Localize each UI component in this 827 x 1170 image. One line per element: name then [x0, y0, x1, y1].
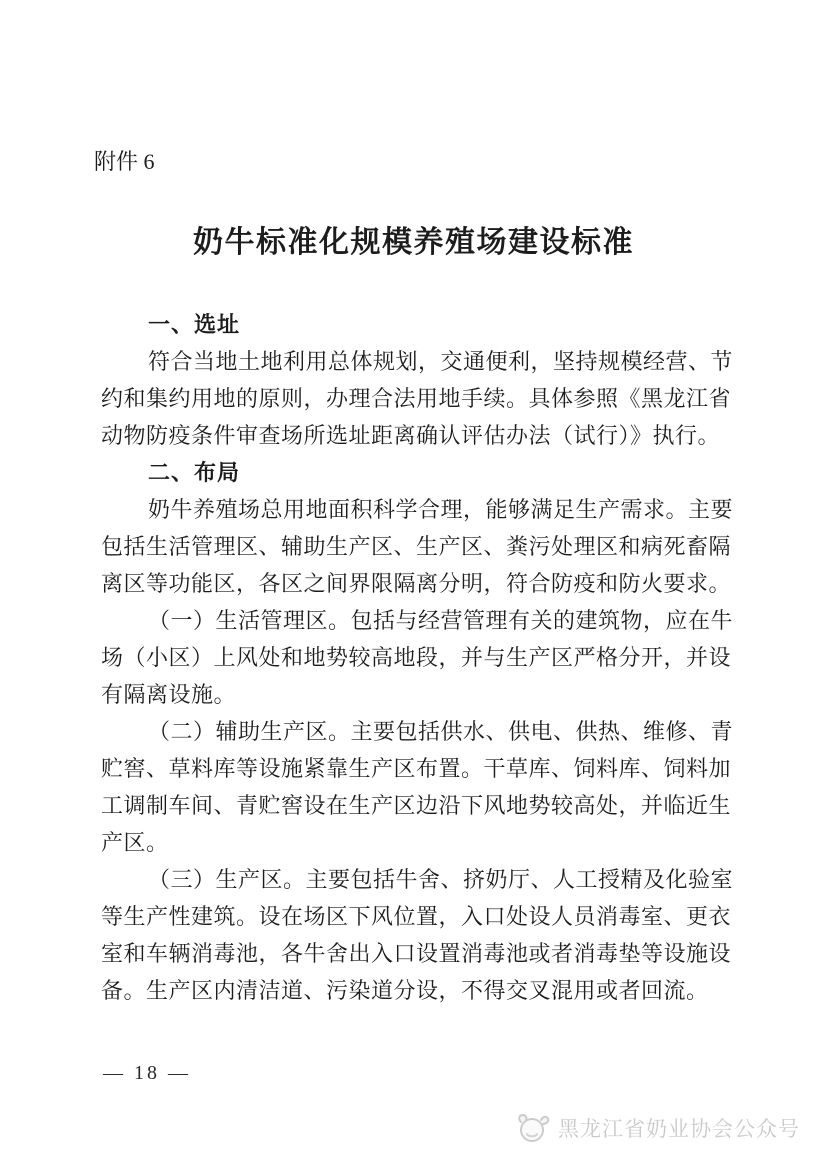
- document-title: 奶牛标准化规模养殖场建设标准: [193, 226, 634, 259]
- body-line: 约和集约用地的原则，办理合法用地手续。具体参照《黑龙江省: [101, 386, 732, 411]
- document-body: [101, 306, 734, 1009]
- attachment-label: 附件 6: [94, 149, 155, 174]
- association-logo-icon: [515, 1112, 551, 1144]
- body-line: 贮窖、草料库等设施紧靠生产区布置。干草库、饲料库、饲料加: [101, 756, 732, 781]
- body-line: 场（小区）上风处和地势较高地段，并与生产区严格分开，并设: [101, 645, 732, 670]
- body-line: 有隔离设施。: [101, 682, 237, 707]
- body-line: 动物防疫条件审查场所选址距离确认评估办法（试行）》执行。: [101, 423, 721, 448]
- watermark-text: 黑龙江省奶业协会公众号: [558, 1118, 800, 1141]
- body-line: 符合当地土地利用总体规划，交通便利，坚持规模经营、节: [148, 349, 734, 374]
- section-heading-layout: 二、布局: [148, 460, 241, 485]
- watermark: [515, 1112, 800, 1144]
- body-line: 奶牛养殖场总用地面积科学合理，能够满足生产需求。主要: [148, 497, 734, 522]
- section-heading-site-selection: 一、选址: [148, 312, 241, 337]
- body-line: （二）辅助生产区。主要包括供水、供电、供热、维修、青: [148, 719, 734, 744]
- page-number: — 18 —: [103, 1062, 191, 1084]
- body-line: （一）生活管理区。包括与经营管理有关的建筑物，应在牛: [148, 608, 734, 633]
- body-line: 产区。: [101, 830, 169, 855]
- body-line: 等生产性建筑。设在场区下风位置，入口处设人员消毒室、更衣: [101, 904, 732, 929]
- body-line: 室和车辆消毒池，各牛舍出入口设置消毒池或者消毒垫等设施设: [101, 941, 732, 966]
- body-line: 离区等功能区，各区之间界限隔离分明，符合防疫和防火要求。: [101, 571, 732, 596]
- body-line: （三）生产区。主要包括牛舍、挤奶厅、人工授精及化验室: [148, 867, 734, 892]
- body-line: 工调制车间、青贮窖设在生产区边沿下风地势较高处，并临近生: [101, 793, 732, 818]
- body-line: 备。生产区内清洁道、污染道分设，不得交叉混用或者回流。: [101, 978, 709, 1003]
- body-line: 包括生活管理区、辅助生产区、生产区、粪污处理区和病死畜隔: [101, 534, 732, 559]
